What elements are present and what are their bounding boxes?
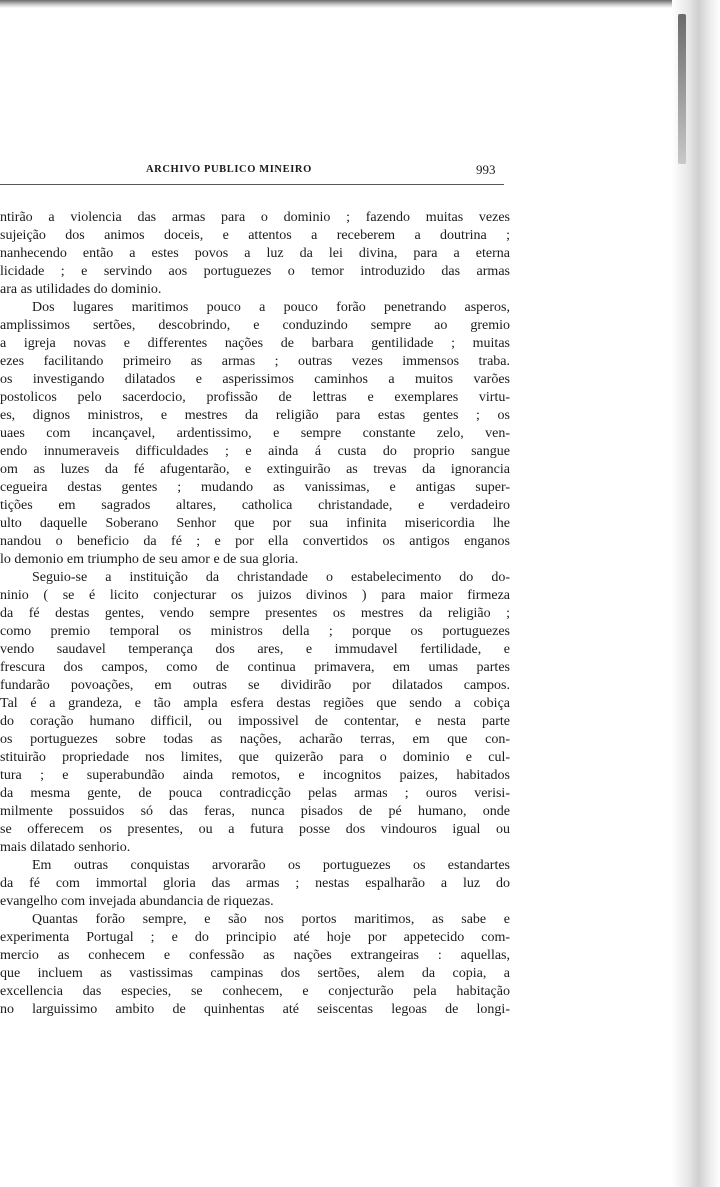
text-line: amplissimos sertões, descobrindo, e conduzindo sempre ao gremio xyxy=(0,318,510,333)
text-line: Tal é a grandeza, e tão ampla esfera destas regiões que sendo a cobiça xyxy=(0,696,510,711)
facing-page-edge xyxy=(672,0,720,1187)
text-line: tições em sagrados altares, catholica christandade, e verdadeiro xyxy=(0,498,510,513)
text-line: postolicos pelo sacerdocio, profissão de lettras e exemplares virtu- xyxy=(0,390,510,405)
document-page xyxy=(0,160,520,1019)
text-line: da fé com immortal gloria das armas ; nestas espalharão a luz do xyxy=(0,876,510,891)
text-line: tura ; e superabundão ainda remotos, e incognitos paizes, habitados xyxy=(0,768,510,783)
text-line: Em outras conquistas arvorarão os portuguezes os estandartes xyxy=(32,858,510,873)
text-line: os portuguezes sobre todas as nações, acharão terras, em que con- xyxy=(0,732,510,747)
text-line: Quantas forão sempre, e são nos portos maritimos, as sabe e xyxy=(32,912,510,927)
text-line: stituirão propriedade nos limites, que quizerão para o dominio e cul- xyxy=(0,750,510,765)
text-line: cegueira destas gentes ; mudando as vanissimas, e antigas super- xyxy=(0,480,510,495)
text-line: se offerecem os presentes, ou a futura posse dos vindouros igual ou xyxy=(0,822,510,837)
text-line: como premio temporal os ministros della ; porque os portuguezes xyxy=(0,624,510,639)
text-line: a igreja novas e differentes nações de barbara gentilidade ; muitas xyxy=(0,336,510,351)
text-line: ntirão a violencia das armas para o dominio ; fazendo muitas vezes xyxy=(0,210,510,225)
body-text xyxy=(0,209,520,1019)
text-line: ara as utilidades do dominio. xyxy=(0,282,162,297)
text-line: vendo saudavel temperança dos ares, e immudavel fertilidade, e xyxy=(0,642,510,657)
text-line: frescura dos campos, como de continua primavera, em umas partes xyxy=(0,660,510,675)
page-top-shadow xyxy=(0,0,720,8)
text-line: os investigando dilatados e asperissimos caminhos a muitos varões xyxy=(0,372,510,387)
text-line: da fé destas gentes, vendo sempre presentes os mestres da religião ; xyxy=(0,606,510,621)
book-spine-shadow xyxy=(678,14,686,164)
text-line: nandou o beneficio da fé ; e por ella convertidos os antigos enganos xyxy=(0,534,510,549)
text-line: licidade ; e servindo aos portuguezes o temor introduzido das armas xyxy=(0,264,510,279)
text-line: uaes com incançavel, ardentissimo, e sempre constante zelo, ven- xyxy=(0,426,510,441)
text-line: que incluem as vastissimas campinas dos sertões, alem da copia, a xyxy=(0,966,510,981)
text-line: endo innumeraveis difficuldades ; e ainda á custa do proprio sangue xyxy=(0,444,510,459)
text-line: Dos lugares maritimos pouco a pouco forão penetrando asperos, xyxy=(32,300,510,315)
text-line: experimenta Portugal ; e do principio até hoje por appetecido com- xyxy=(0,930,510,945)
text-line: lo demonio em triumpho de seu amor e de sua gloria. xyxy=(0,552,299,567)
text-line: evangelho com invejada abundancia de riquezas. xyxy=(0,894,274,909)
text-line: Seguio-se a instituição da christandade o estabelecimento do do- xyxy=(32,570,510,585)
text-line: mais dilatado senhorio. xyxy=(0,840,131,855)
text-line: es, dignos ministros, e mestres da religião para estas gentes ; os xyxy=(0,408,510,423)
text-line: fundarão povoações, em outras se dividirão por dilatados campos. xyxy=(0,678,510,693)
text-line: nanhecendo então a estes povos a luz da lei divina, para a eterna xyxy=(0,246,510,261)
text-line: sujeição dos animos doceis, e attentos a receberem a doutrina ; xyxy=(0,228,510,243)
text-line: excellencia das especies, se conhecem, e conjecturão pela habitação xyxy=(0,984,510,999)
text-line: milmente possuidos só das feras, nunca pisados de pé humano, onde xyxy=(0,804,510,819)
page-header xyxy=(6,160,520,182)
header-rule xyxy=(0,184,504,185)
text-line: ezes facilitando primeiro as armas ; outras vezes immensos traba. xyxy=(0,354,510,369)
page-number: 993 xyxy=(476,162,496,177)
running-head: ARCHIVO PUBLICO MINEIRO xyxy=(146,164,312,175)
text-line: no larguissimo ambito de quinhentas até seiscentas legoas de longi- xyxy=(0,1002,510,1017)
text-line: ninio ( se é licito conjecturar os juizos divinos ) para maior firmeza xyxy=(0,588,510,603)
text-line: mercio as conhecem e confessão as nações extrangeiras : aquellas, xyxy=(0,948,510,963)
text-line: ulto daquelle Soberano Senhor que por sua infinita misericordia lhe xyxy=(0,516,510,531)
text-line: do coração humano difficil, ou impossivel de contentar, e nesta parte xyxy=(0,714,510,729)
text-line: da mesma gente, de pouca contradicção pelas armas ; ouros verisi- xyxy=(0,786,510,801)
text-line: om as luzes da fé afugentarão, e extinguirão as trevas da ignorancia xyxy=(0,462,510,477)
